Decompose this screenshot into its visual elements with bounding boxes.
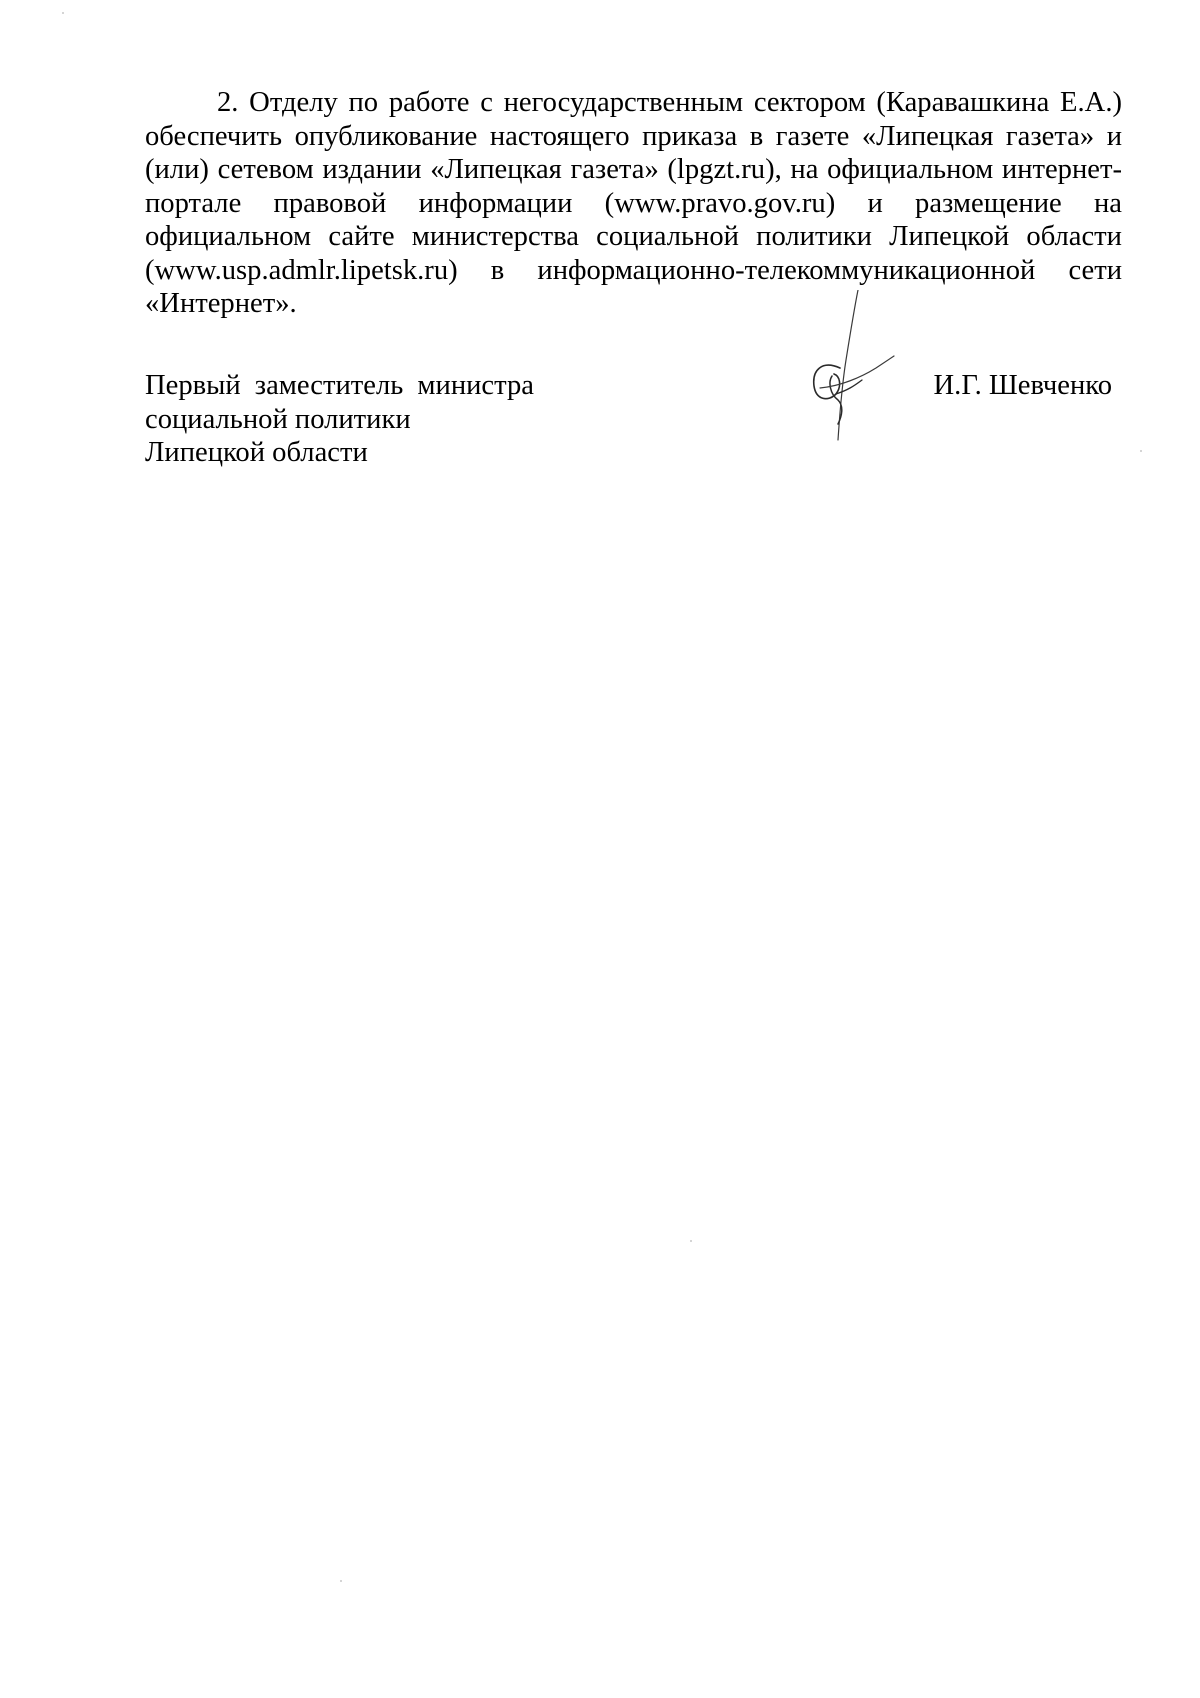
signer-name: И.Г. Шевченко [933,370,1112,401]
scan-speck [690,1240,692,1242]
signer-position-line-3: Липецкой области [145,437,368,468]
signer-position-line-2: социальной политики [145,403,411,435]
scan-speck [1140,450,1142,452]
scan-speck [340,1580,342,1582]
scan-speck [62,12,64,14]
paragraph-item-2: 2. Отделу по работе с негосударственным сектором (Каравашкина Е.А.) обеспечить опубликование настоящего приказа в газете «Липецкая газета» и (или) сетевом издании «Липецкая газета» (lpgzt.ru), на официальном интернет-портале правовой информации (www.pravo.gov.ru) и размещение на официальном сайте министерства социальной политики Липецкой области (www.usp.admlr.lipetsk.ru) в информационно-телекоммуникационной сети «Интернет». [145,87,1122,319]
signer-position-line-1: Первый заместитель министра [145,370,534,401]
signer-position [145,369,534,470]
signature-block [145,369,1122,479]
